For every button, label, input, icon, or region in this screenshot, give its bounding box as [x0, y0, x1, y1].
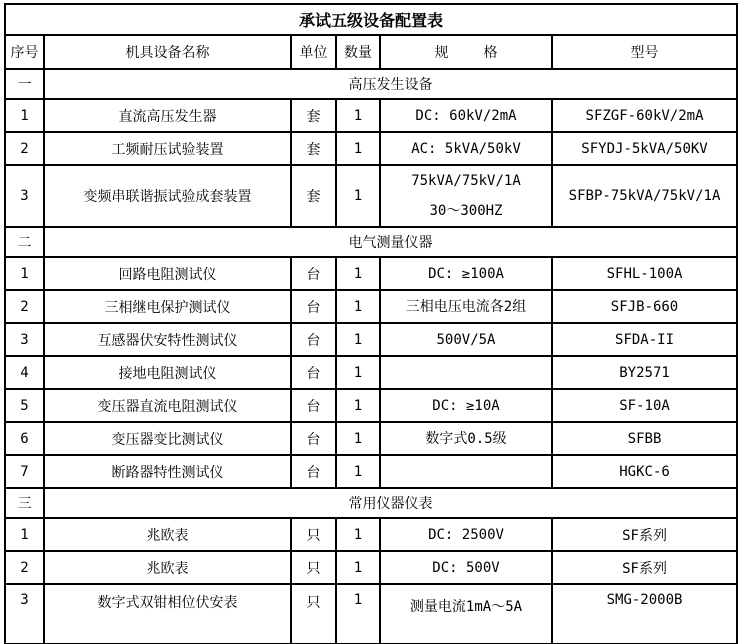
model: SF系列: [552, 551, 737, 584]
table-row: [5, 257, 737, 290]
spec-cell: [380, 323, 552, 356]
page-title: 承试五级设备配置表: [5, 4, 737, 35]
unit: 台: [291, 257, 336, 290]
spec-cell: [380, 455, 552, 488]
unit: 套: [291, 99, 336, 132]
row-no: 6: [5, 422, 44, 455]
section-row: [5, 488, 737, 518]
spec-line: 75kVA/75kV/1A: [411, 173, 521, 189]
table-row: [5, 99, 737, 132]
spec-cell: [380, 356, 552, 389]
model: SF-10A: [552, 389, 737, 422]
device-name: 直流高压发生器: [44, 99, 291, 132]
unit: 台: [291, 356, 336, 389]
table-row: [5, 290, 737, 323]
model: SFJB-660: [552, 290, 737, 323]
model: SFDA-II: [552, 323, 737, 356]
unit: 套: [291, 132, 336, 165]
unit: 台: [291, 422, 336, 455]
col-header-unit: 单位: [291, 35, 336, 69]
spec-cell: [380, 584, 552, 644]
section-name: 高压发生设备: [44, 69, 737, 99]
table-row: [5, 165, 737, 227]
model: SMG-2000B: [552, 584, 737, 644]
row-no: 2: [5, 290, 44, 323]
table-row: [5, 518, 737, 551]
device-name: 断路器特性测试仪: [44, 455, 291, 488]
device-name: 工频耐压试验装置: [44, 132, 291, 165]
row-no: 1: [5, 518, 44, 551]
unit: 只: [291, 518, 336, 551]
model: SF系列: [552, 518, 737, 551]
model: BY2571: [552, 356, 737, 389]
table-row: [5, 551, 737, 584]
table-row: [5, 323, 737, 356]
column-headers: [5, 35, 737, 69]
spec-line: DC: ≥100A: [428, 265, 504, 282]
spec-cell: [380, 132, 552, 165]
spec-line: 30～300HZ: [429, 203, 503, 219]
section-index: 二: [5, 227, 44, 257]
section-row: [5, 69, 737, 99]
table-row: [5, 422, 737, 455]
spec-line: AC: 5kVA/50kV: [411, 140, 521, 157]
quantity: 1: [336, 389, 380, 422]
section-index: 一: [5, 69, 44, 99]
spec-line: DC: 500V: [432, 559, 500, 576]
device-name: 回路电阻测试仪: [44, 257, 291, 290]
device-name: 互感器伏安特性测试仪: [44, 323, 291, 356]
device-name: 变频串联谐振试验成套装置: [44, 165, 291, 227]
device-name: 变压器变比测试仪: [44, 422, 291, 455]
model: SFBP-75kVA/75kV/1A: [552, 165, 737, 227]
quantity: 1: [336, 165, 380, 227]
spec-cell: [380, 257, 552, 290]
spec-line: DC: ≥10A: [432, 397, 500, 414]
table-row: [5, 356, 737, 389]
device-name: 变压器直流电阻测试仪: [44, 389, 291, 422]
device-name: 兆欧表: [44, 551, 291, 584]
spec-cell: [380, 99, 552, 132]
unit: 套: [291, 165, 336, 227]
section-index: 三: [5, 488, 44, 518]
col-header-spec: 规格: [380, 35, 552, 69]
row-no: 4: [5, 356, 44, 389]
table-row: [5, 389, 737, 422]
title-row: [5, 4, 737, 35]
spec-cell: [380, 389, 552, 422]
row-no: 7: [5, 455, 44, 488]
model: SFZGF-60kV/2mA: [552, 99, 737, 132]
unit: 台: [291, 455, 336, 488]
spec-line: DC: 60kV/2mA: [415, 107, 517, 124]
row-no: 3: [5, 165, 44, 227]
quantity: 1: [336, 356, 380, 389]
spec-line: 数字式0.5级: [425, 430, 507, 447]
unit: 只: [291, 584, 336, 644]
table-row: [5, 455, 737, 488]
spec-line: 500V/5A: [436, 331, 496, 348]
table-row: [5, 584, 737, 644]
row-no: 1: [5, 99, 44, 132]
row-no: 5: [5, 389, 44, 422]
row-no: 3: [5, 323, 44, 356]
model: SFHL-100A: [552, 257, 737, 290]
row-no: 2: [5, 551, 44, 584]
col-header-qty: 数量: [336, 35, 380, 69]
unit: 台: [291, 290, 336, 323]
quantity: 1: [336, 99, 380, 132]
spec-line: 三相电压电流各2组: [405, 298, 527, 315]
spec-cell: [380, 518, 552, 551]
quantity: 1: [336, 584, 380, 644]
col-header-name: 机具设备名称: [44, 35, 291, 69]
spec-line: 测量电流1mA～5A: [409, 599, 523, 615]
equipment-table: [4, 3, 738, 644]
spec-cell: [380, 551, 552, 584]
table-row: [5, 132, 737, 165]
unit: 台: [291, 323, 336, 356]
device-name: 数字式双钳相位伏安表: [44, 584, 291, 644]
quantity: 1: [336, 132, 380, 165]
quantity: 1: [336, 551, 380, 584]
section-name: 电气测量仪器: [44, 227, 737, 257]
quantity: 1: [336, 518, 380, 551]
unit: 台: [291, 389, 336, 422]
row-no: 2: [5, 132, 44, 165]
quantity: 1: [336, 422, 380, 455]
model: HGKC-6: [552, 455, 737, 488]
quantity: 1: [336, 323, 380, 356]
device-name: 三相继电保护测试仪: [44, 290, 291, 323]
spec-cell: [380, 290, 552, 323]
unit: 只: [291, 551, 336, 584]
model: SFYDJ-5kVA/50KV: [552, 132, 737, 165]
row-no: 1: [5, 257, 44, 290]
spec-cell: [380, 422, 552, 455]
section-name: 常用仪器仪表: [44, 488, 737, 518]
spec-cell: [380, 165, 552, 227]
device-name: 兆欧表: [44, 518, 291, 551]
spec-line: DC: 2500V: [428, 526, 504, 543]
section-row: [5, 227, 737, 257]
model: SFBB: [552, 422, 737, 455]
quantity: 1: [336, 455, 380, 488]
device-name: 接地电阻测试仪: [44, 356, 291, 389]
col-header-model: 型号: [552, 35, 737, 69]
quantity: 1: [336, 290, 380, 323]
col-header-no: 序号: [5, 35, 44, 69]
table-body: [5, 69, 737, 644]
row-no: 3: [5, 584, 44, 644]
quantity: 1: [336, 257, 380, 290]
